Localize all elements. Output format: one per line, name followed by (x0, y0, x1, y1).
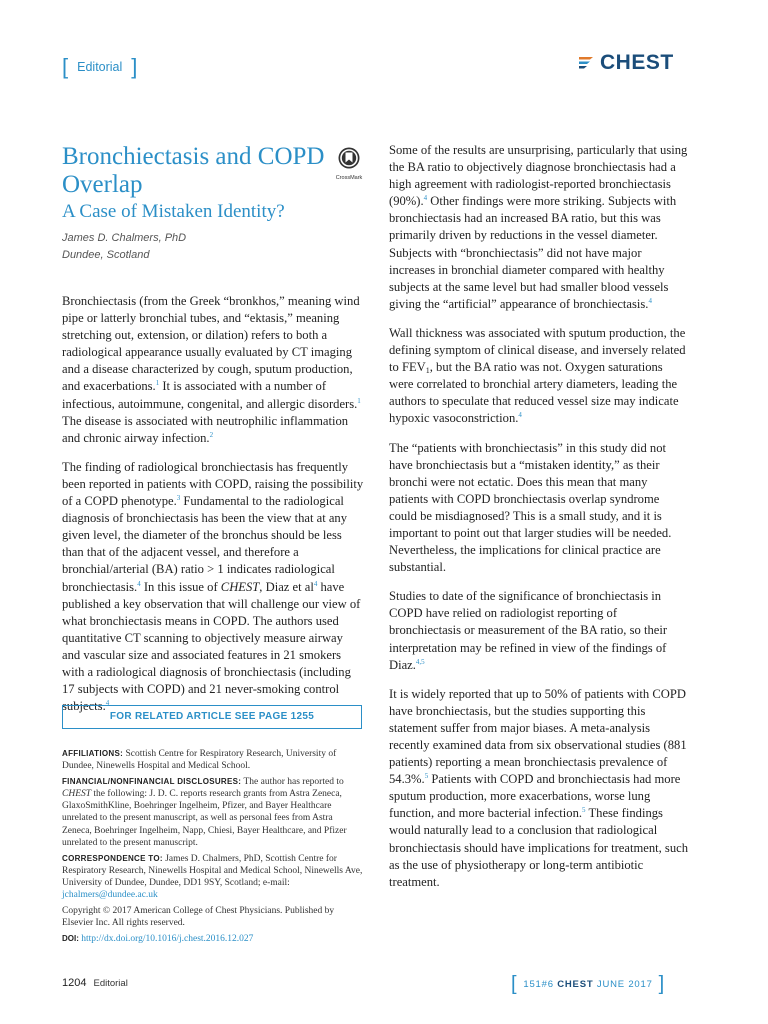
citation[interactable]: 4 (518, 411, 522, 420)
correspondence: CORRESPONDENCE TO: James D. Chalmers, PhD, Scottish Centre for Respiratory Research, Ninewells Hospital and Medical School, Ninewells Ave, University of Dundee, Dundee, DD1 9SY, Scotland; e-mail: jchalmers@dundee.ac.uk (62, 853, 363, 901)
page-footer-right: [ 151#6 CHEST JUNE 2017 ] (511, 973, 666, 995)
affiliations: AFFILIATIONS: Scottish Centre for Respiratory Research, University of Dundee, Ninewells Hospital and Medical School. (62, 749, 337, 772)
journal-logo-text: CHEST (600, 51, 674, 74)
crossmark-badge[interactable] (332, 147, 366, 181)
paragraph-5: The “patients with bronchiectasis” in this study did not have bronchiectasis but a “mistaken identity,” as their bronchi were not ectatic. Does this mean that many patients with COPD bronchiectasis overlap syndrome could be misdiagnosed? This is a small study, and it is important to point out that larger studies will be needed. Nevertheless, the implications for clinical practice are substantial. (389, 440, 672, 575)
right-column (389, 142, 689, 903)
citation[interactable]: 1 (357, 396, 361, 405)
paragraph-3: Some of the results are unsurprising, particularly that using the BA ratio to objectively diagnose bronchiectasis had a high agreement with radiologist-reported bronchiectasis (90%).$^4$ Other findings were more striking. Subjects with bronchiectasis had an increased BA ratio, but this was primarily driven by reductions in the vessel diameter. Subjects with “bronchiectasis” did not have major increases in bronchial diameter compared with healthy subjects at the same level but had smaller blood vessels giving the “artificial” appearance of bronchiectasis.$^4$ (389, 143, 688, 311)
crossmark-icon (338, 147, 360, 169)
crossmark-label: CrossMark (335, 175, 363, 181)
author-block (62, 230, 186, 264)
doi: DOI: http://dx.doi.org/10.1016/j.chest.2016.12.027 (62, 934, 254, 945)
citation[interactable]: 5 (582, 806, 586, 815)
citation[interactable]: 5 (424, 772, 429, 781)
disclosures: FINANCIAL/NONFINANCIAL DISCLOSURES: The author has reported to CHEST the following: J. D. C. reports research grants from Astra Zeneca, GlaxoSmithKline, Boehringer Ingelheim, Pfizer, and Bayer Healthcare unrelated to the present manuscript, as well as personal fees from Astra Zeneca, Boehringer Ingelheim, Napp, Chiesi, Bayer Healthcare, and Pfizer unrelated to the present manuscript. (62, 777, 347, 848)
journal-logo (578, 51, 674, 75)
chest-logo-icon (578, 54, 596, 72)
email-link[interactable]: jchalmers@dundee.ac.uk (62, 890, 158, 901)
related-article-box[interactable]: FOR RELATED ARTICLE SEE PAGE 1255 (62, 705, 362, 729)
footer-section: Editorial (93, 978, 128, 989)
page-footer-left (62, 977, 128, 989)
article-footnotes (62, 748, 364, 949)
citation[interactable]: 1 (155, 379, 160, 388)
page-number: 1204 (62, 977, 87, 989)
article-title: Bronchiectasis and COPD Overlap (62, 143, 325, 198)
journal-name-italic: CHEST (220, 579, 260, 594)
author-name: James D. Chalmers, PhD (62, 232, 187, 244)
left-bracket: [ (62, 54, 69, 79)
citation[interactable]: 4 (105, 699, 110, 708)
citation[interactable]: 4 (137, 579, 141, 588)
issue-date: JUNE 2017 (596, 979, 653, 990)
article-subtitle: A Case of Mistaken Identity? (62, 201, 285, 222)
copyright: Copyright © 2017 American College of Chest Physicians. Published by Elsevier Inc. All rights reserved. (62, 906, 335, 929)
footer-journal: CHEST (557, 979, 594, 990)
author-location: Dundee, Scotland (62, 249, 150, 261)
paragraph-4: Wall thickness was associated with sputum production, the defining symptom of clinical disease, and inversely related to $FEV_1$, but the BA ratio was not. Oxygen saturations were correlated to bronchial artery diameters, leading the authors to speculate that reduced vessel size may indicate hypoxic vasoconstriction.$^4$ (389, 325, 686, 426)
section-label (62, 54, 137, 80)
paragraph-7: It is widely reported that up to 50% of patients with COPD have bronchiectasis, but the studies supporting this statement suffer from major biases. A meta-analysis recently examined data from six observational studies (881 patients) reporting a mean bronchiectasis prevalence of 54.3%.$^5$ Patients with COPD and bronchiectasis had more sputum production, more exacerbations, worse lung function, and more bacterial infection.$^5$ These findings would naturally lead to a conclusion that radiological bronchiectasis should have implications for treatment, such as the use of physiotherapy or long-term antibiotic treatment. (389, 686, 689, 889)
doi-link[interactable]: http://dx.doi.org/10.1016/j.chest.2016.12.027 (81, 934, 254, 945)
citation[interactable]: 4,5 (415, 657, 425, 666)
section-name: Editorial (77, 60, 123, 74)
citation[interactable]: 4 (423, 194, 428, 203)
citation[interactable]: 4 (313, 579, 318, 588)
citation[interactable]: 2 (209, 430, 214, 439)
citation[interactable]: 4 (648, 296, 652, 305)
paragraph-1: Bronchiectasis (from the Greek “bronkhos,” meaning wind pipe or latterly bronchial tubes, and “ektasis,” meaning stretching out, extension, or dilation) refers to both a radiological appearance usually evaluated by CT imaging and a disease characterized by cough, sputum production, and exacerbations.$^1$ It is associated with a number of infectious, autoimmune, congenital, and allergic disorders.$^1$ The disease is associated with neutrophilic inflammation and chronic airway infection.$^2$ (62, 294, 361, 445)
paragraph-2: The finding of radiological bronchiectasis has frequently been reported in patients with COPD, raising the possibility of a COPD phenotype.$^3$ Fundamental to the radiological diagnosis of bronchiectasis has been the view that at any given level, the diameter of the bronchus should be less than that of the adjacent vessel, and therefore a bronchial/arterial (BA) ratio > 1 indicates radiological bronchiectasis.$^4$ In this issue of CHEST, Diaz et $al^4$ have published a key observation that will challenge our view of what bronchiectasis means in COPD. The authors used quantitative CT scanning to objectively measure airway and vascular size and associated features in 21 smokers with a radiological diagnosis of bronchiectasis (including 17 subjects with COPD) and 21 never-smoking control subjects.$^4$ (62, 459, 364, 714)
paragraph-6: Studies to date of the significance of bronchiectasis in COPD have relied on radiologist reporting of bronchiectasis or measurement of the BA ratio, so their interpretation may be refined in view of the findings of Diaz.$^{4,5}$ (389, 589, 668, 672)
volume-issue: 151#6 (523, 979, 554, 990)
right-bracket: ] (131, 54, 138, 79)
citation[interactable]: 3 (176, 494, 181, 503)
left-column (62, 293, 364, 727)
